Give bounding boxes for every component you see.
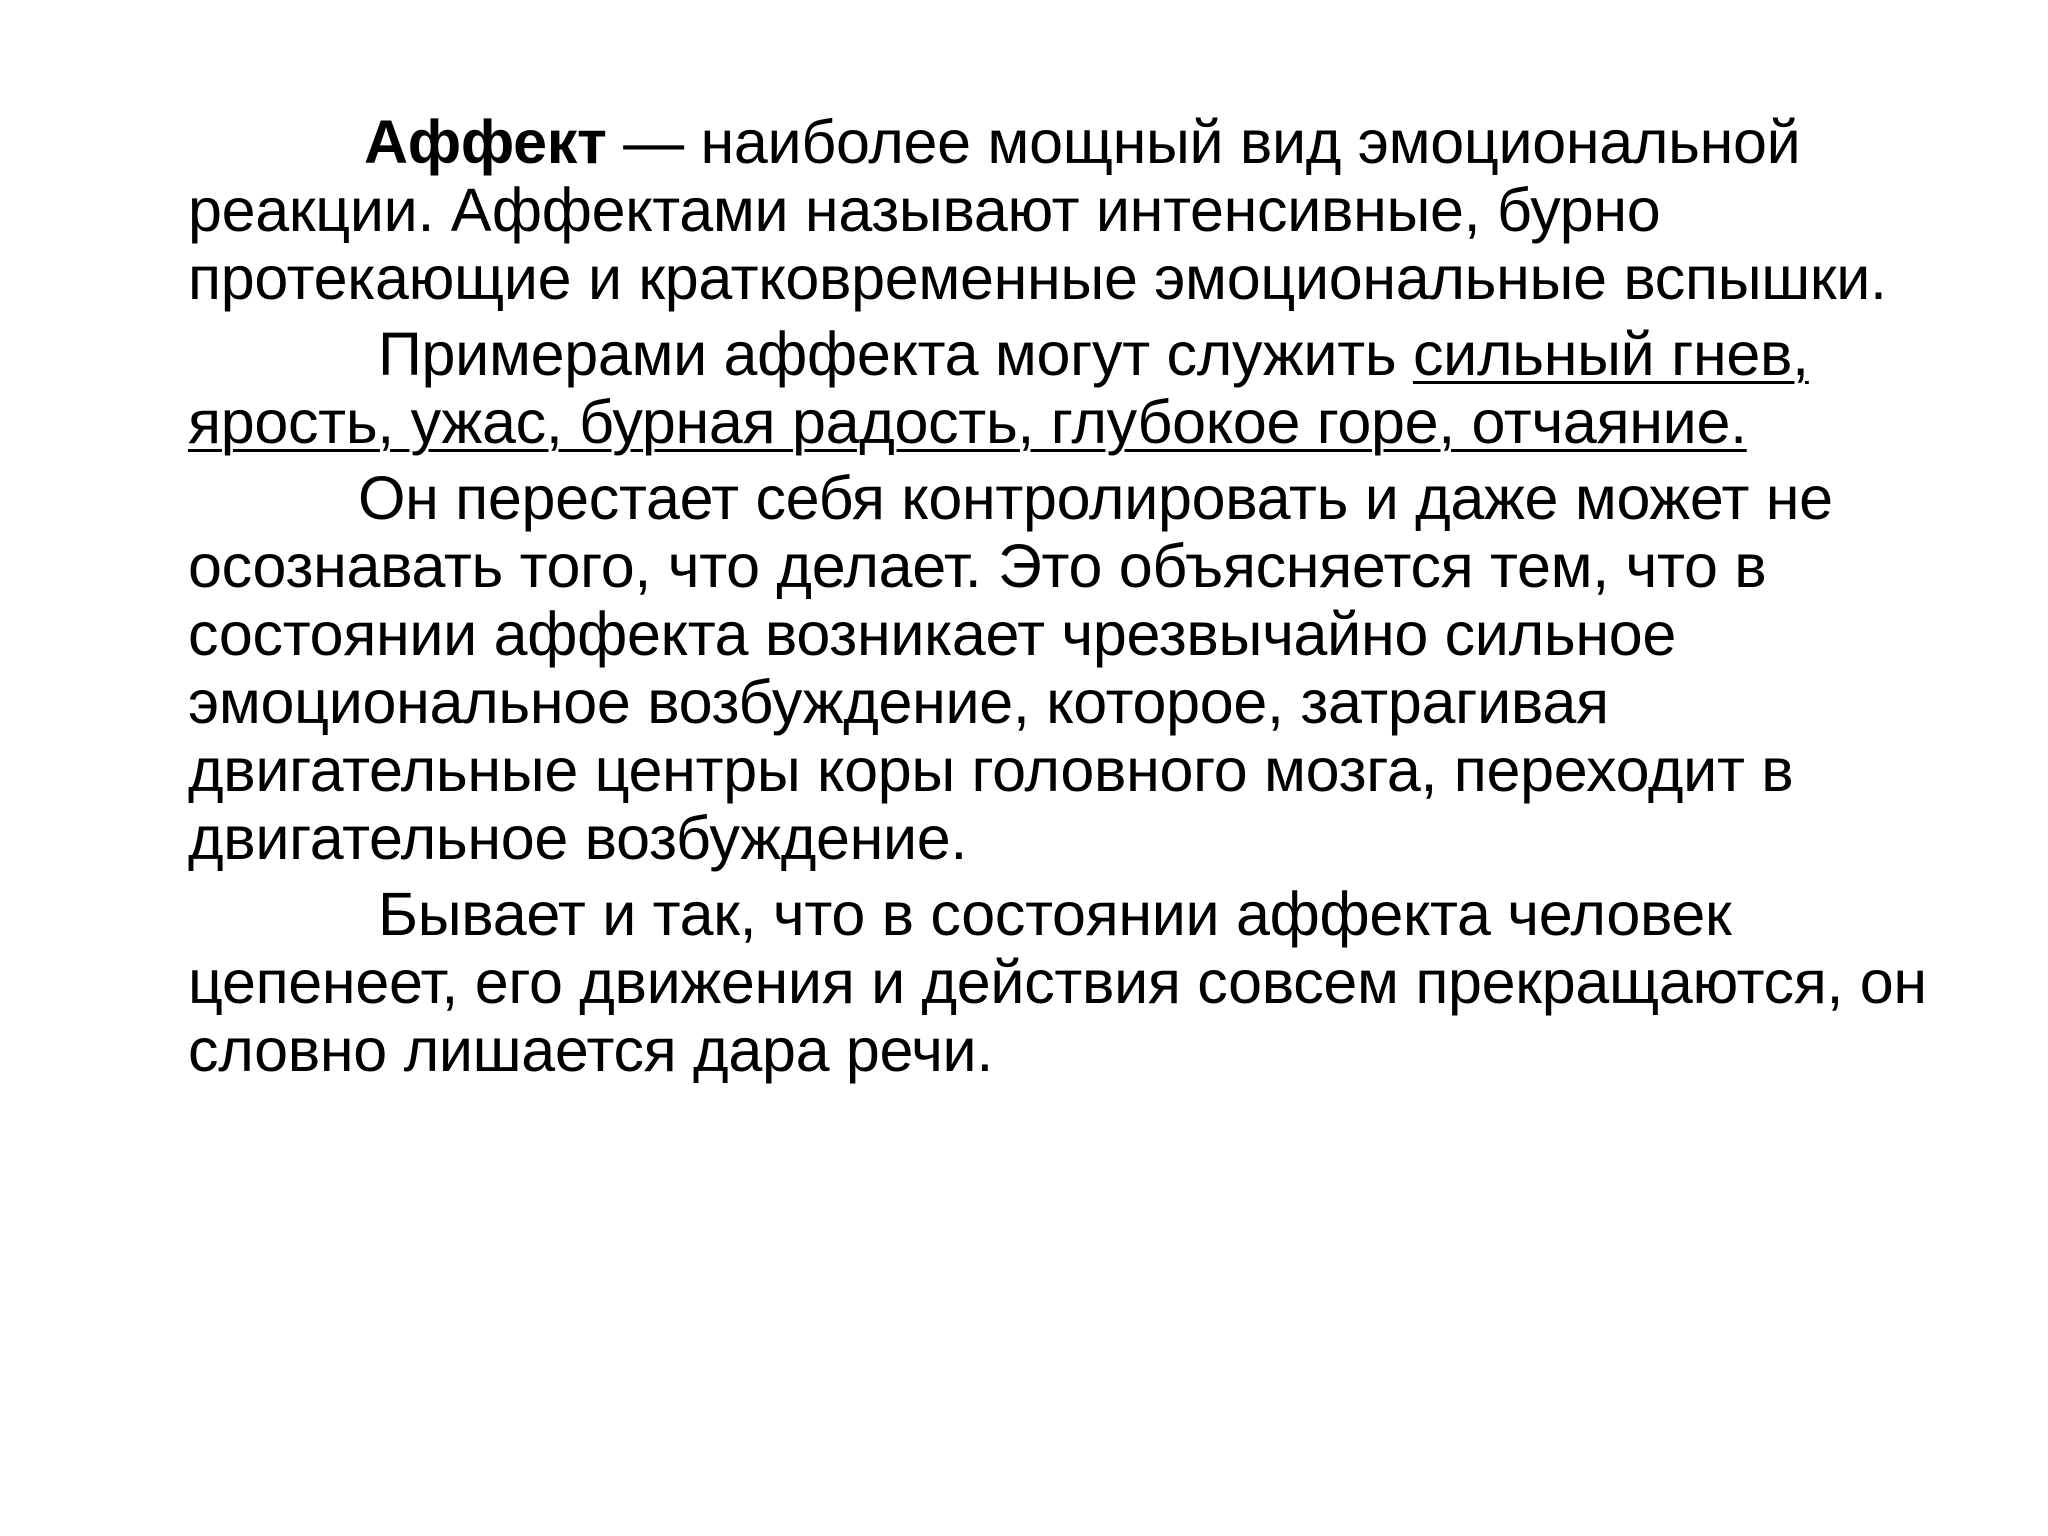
term-affect: Аффект (364, 108, 607, 176)
loss-of-control-text: Он перестает себя контролировать и даже может не осознавать того, что делает. Это объясняется тем, что в состоянии аффекта возникает чрезвычайно сильное эмоциональное возбуждение, которое, затрагивая двигательные центры коры головного мозга, переходит в двигательное возбуждение. (188, 464, 1833, 872)
paragraph-loss-of-control (188, 464, 1988, 872)
paragraph-numbness (188, 880, 1988, 1084)
numbness-text: Бывает и так, что в состоянии аффекта человек цепенеет, его движения и действия совсем прекращаются, он словно лишается дара речи. (188, 880, 1927, 1084)
text-body (188, 108, 1988, 1084)
paragraph-examples (188, 320, 1988, 456)
examples-intro-text: Примерами аффекта могут служить (378, 320, 1413, 388)
paragraph-definition (188, 108, 1988, 312)
examples-list: сильный гнев, ярость, ужас, бурная радость, глубокое горе, отчаяние. (188, 320, 1809, 456)
definition-text: — наиболее мощный вид эмоциональной реакции. Аффектами называют интенсивные, бурно протекающие и кратковременные эмоциональные вспышки. (188, 108, 1887, 312)
